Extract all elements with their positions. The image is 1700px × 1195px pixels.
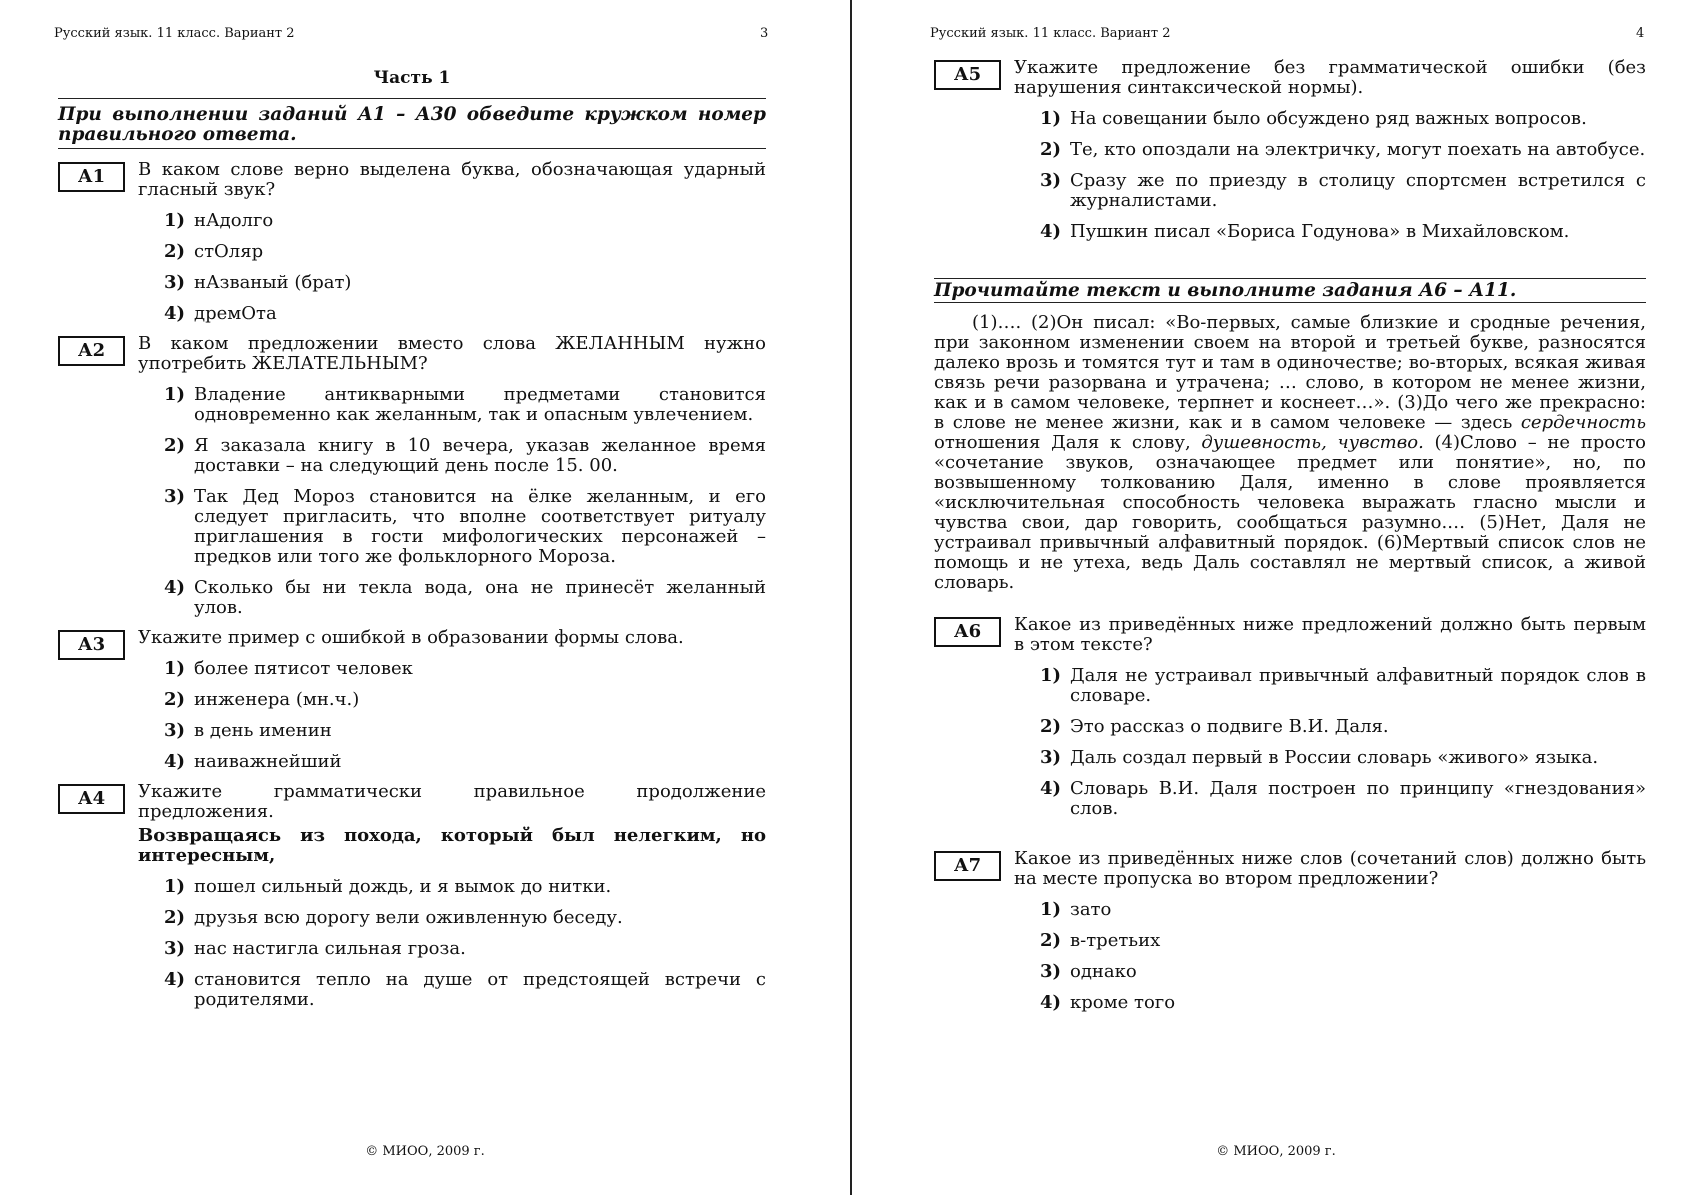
option-text: Сколько бы ни текла вода, она не принесёт желанный улов.: [194, 577, 766, 618]
answer-option[interactable]: [164, 436, 766, 476]
task-question: Укажите грамматически правильное продолжение предложения.: [138, 781, 766, 822]
answer-option[interactable]: [1040, 748, 1646, 768]
passage-emphasis: сердечность: [1520, 412, 1646, 433]
running-head: Русский язык. 11 класс. Вариант 2: [54, 26, 295, 41]
answer-option[interactable]: [1040, 666, 1646, 706]
option-number: 2): [164, 907, 186, 928]
option-number: 3): [1040, 961, 1062, 982]
task-label-box: А1: [58, 162, 125, 192]
option-text: в-третьих: [1070, 930, 1161, 951]
answer-option[interactable]: [164, 939, 766, 959]
option-number: 3): [164, 938, 186, 959]
answer-option[interactable]: [164, 211, 766, 231]
option-number: 1): [164, 658, 186, 679]
task-label-box: А5: [934, 60, 1001, 90]
reading-instruction: Прочитайте текст и выполните задания А6 – А11.: [934, 278, 1646, 303]
answer-option[interactable]: [164, 242, 766, 262]
option-text: Это рассказ о подвиге В.И. Даля.: [1070, 716, 1389, 737]
passage-emphasis: душевность, чувство.: [1201, 432, 1424, 453]
option-number: 3): [164, 272, 186, 293]
answer-option[interactable]: [164, 908, 766, 928]
option-number: 2): [1040, 716, 1062, 737]
answer-option[interactable]: [164, 659, 766, 679]
option-number: 2): [1040, 139, 1062, 160]
task-label-box: А3: [58, 630, 125, 660]
option-number: 4): [164, 577, 186, 598]
answer-option[interactable]: [1040, 140, 1646, 160]
task-label-box: А4: [58, 784, 125, 814]
answer-option[interactable]: [164, 970, 766, 1010]
option-text: На совещании было обсуждено ряд важных вопросов.: [1070, 108, 1587, 129]
answer-option[interactable]: [164, 487, 766, 567]
option-number: 4): [164, 969, 186, 990]
option-text: однако: [1070, 961, 1137, 982]
passage-text: (1)…. (2)Он писал: «Во-первых, самые близкие и сродные речения, при законном изменении своем на второй и третьей букве, разносятся далеко врозь и томятся тут и там в одиночестве; во-вторых, всякая живая связь речи разорвана и утрачена; … слово, в котором не менее жизни, как и в самом человеке, терпнет и коснеет…». (3)До чего же прекрасно: в слове не менее жизни, как и в самом человеке — здесь: [934, 312, 1646, 433]
option-text: зато: [1070, 899, 1112, 920]
option-text: наиважнейший: [194, 751, 342, 772]
option-text: нАдолго: [194, 210, 274, 231]
option-number: 3): [1040, 170, 1062, 191]
task-a4: [58, 782, 766, 1010]
task-question: Какое из приведённых ниже слов (сочетаний слов) должно быть на месте пропуска во втором предложении?: [1014, 848, 1646, 889]
option-text: Те, кто опоздали на электричку, могут поехать на автобусе.: [1070, 139, 1646, 160]
spacer: [934, 829, 1646, 849]
option-text: кроме того: [1070, 992, 1176, 1013]
instruction: При выполнении заданий А1 – А30 обведите кружком номер правильного ответа.: [58, 98, 766, 149]
task-question: Какое из приведённых ниже предложений должно быть первым в этом тексте?: [1014, 614, 1646, 655]
option-number: 1): [164, 210, 186, 231]
right-page-content: [934, 58, 1646, 1023]
task-label-box: А7: [934, 851, 1001, 881]
option-number: 1): [1040, 899, 1062, 920]
answer-option[interactable]: [164, 690, 766, 710]
option-text: Даля не устраивал привычный алфавитный порядок слов в словаре.: [1070, 665, 1646, 706]
task-question: Укажите предложение без грамматической ошибки (без нарушения синтаксической нормы).: [1014, 57, 1646, 98]
answer-options: [1014, 109, 1646, 242]
page-number: 3: [760, 26, 769, 41]
answer-option[interactable]: [1040, 717, 1646, 737]
answer-options: [138, 659, 766, 772]
answer-option[interactable]: [164, 304, 766, 324]
option-text: друзья всю дорогу вели оживленную беседу.: [194, 907, 623, 928]
answer-option[interactable]: [1040, 171, 1646, 211]
page-number: 4: [1636, 26, 1645, 41]
option-text: Сразу же по приезду в столицу спортсмен встретился с журналистами.: [1070, 170, 1646, 211]
answer-option[interactable]: [164, 752, 766, 772]
answer-option[interactable]: [164, 721, 766, 741]
option-number: 4): [1040, 778, 1062, 799]
task-a2: [58, 334, 766, 618]
task-a1: [58, 160, 766, 324]
answer-option[interactable]: [164, 578, 766, 618]
option-number: 3): [1040, 747, 1062, 768]
part-title: Часть 1: [373, 68, 451, 88]
option-number: 4): [1040, 221, 1062, 242]
answer-options: [138, 385, 766, 618]
option-number: 1): [164, 384, 186, 405]
task-label-box: А6: [934, 617, 1001, 647]
answer-option[interactable]: [1040, 109, 1646, 129]
passage-text: (4)Слово – не просто «сочетание звуков, означающее предмет или понятие», но, по возвышенному толкованию Даля, именно в слове проявляется «исключительная способность человека выражать гласно мысли и чувства свои, дар говорить, сообщаться разумно.… (5)Нет, Даля не устраивал привычный алфавитный порядок. (6)Мертвый список слов не помощь и не утеха, ведь Даль составлял не мертвый список, а живой словарь.: [934, 432, 1647, 593]
option-number: 1): [164, 876, 186, 897]
option-text: нас настигла сильная гроза.: [194, 938, 466, 959]
option-text: Даль создал первый в России словарь «живого» языка.: [1070, 747, 1599, 768]
option-text: Пушкин писал «Бориса Годунова» в Михайловском.: [1070, 221, 1570, 242]
page-footer: © МИОО, 2009 г.: [1216, 1144, 1336, 1159]
option-number: 4): [164, 303, 186, 324]
answer-options: [138, 211, 766, 324]
answer-option[interactable]: [164, 877, 766, 897]
option-text: становится тепло на душе от предстоящей встречи с родителями.: [194, 969, 766, 1010]
task-question: Укажите пример с ошибкой в образовании формы слова.: [138, 627, 684, 648]
answer-option[interactable]: [1040, 931, 1646, 951]
reading-passage: [934, 313, 1646, 593]
answer-option[interactable]: [1040, 993, 1646, 1013]
left-page-content: [58, 62, 766, 1020]
task-a7: [934, 849, 1646, 1013]
answer-option[interactable]: [1040, 222, 1646, 242]
option-number: 1): [1040, 665, 1062, 686]
answer-option[interactable]: [1040, 900, 1646, 920]
answer-options: [138, 877, 766, 1010]
option-text: нАзваный (брат): [194, 272, 352, 293]
answer-option[interactable]: [164, 273, 766, 293]
answer-option[interactable]: [1040, 779, 1646, 819]
option-text: инженера (мн.ч.): [194, 689, 360, 710]
running-head: Русский язык. 11 класс. Вариант 2: [930, 26, 1171, 41]
option-text: в день именин: [194, 720, 332, 741]
option-text: пошел сильный дождь, и я вымок до нитки.: [194, 876, 612, 897]
option-number: 4): [164, 751, 186, 772]
option-number: 3): [164, 720, 186, 741]
option-text: Словарь В.И. Даля построен по принципу «гнездования» слов.: [1070, 778, 1646, 819]
option-number: 2): [1040, 930, 1062, 951]
right-page: [852, 0, 1700, 1195]
task-question: В каком предложении вместо слова ЖЕЛАННЫМ нужно употребить ЖЕЛАТЕЛЬНЫМ?: [138, 333, 766, 374]
task-a6: [934, 615, 1646, 819]
answer-options: [1014, 900, 1646, 1013]
option-number: 2): [164, 241, 186, 262]
task-question: В каком слове верно выделена буква, обозначающая ударный гласный звук?: [138, 159, 766, 200]
task-question-stem: Возвращаясь из похода, который был нелегким, но интересным,: [138, 825, 766, 866]
option-text: более пятисот человек: [194, 658, 413, 679]
option-number: 4): [1040, 992, 1062, 1013]
answer-option[interactable]: [1040, 962, 1646, 982]
page-footer: © МИОО, 2009 г.: [365, 1144, 485, 1159]
option-number: 1): [1040, 108, 1062, 129]
option-number: 2): [164, 689, 186, 710]
option-number: 2): [164, 435, 186, 456]
answer-options: [1014, 666, 1646, 819]
option-text: Владение антикварными предметами становится одновременно как желанным, так и опасным увлечением.: [194, 384, 766, 425]
answer-option[interactable]: [164, 385, 766, 425]
option-number: 3): [164, 486, 186, 507]
passage-text: отношения Даля к слову,: [934, 432, 1202, 453]
task-label-box: А2: [58, 336, 125, 366]
option-text: Так Дед Мороз становится на ёлке желанным, и его следует пригласить, что вполне соответствует ритуалу приглашения в гости мифологических персонажей – предков или того же фольклорного Мороза.: [194, 486, 766, 567]
option-text: дремОта: [194, 303, 277, 324]
task-a5: [934, 58, 1646, 242]
option-text: Я заказала книгу в 10 вечера, указав желанное время доставки – на следующий день после 15. 00.: [194, 435, 766, 476]
option-text: стОляр: [194, 241, 264, 262]
task-a3: [58, 628, 766, 772]
